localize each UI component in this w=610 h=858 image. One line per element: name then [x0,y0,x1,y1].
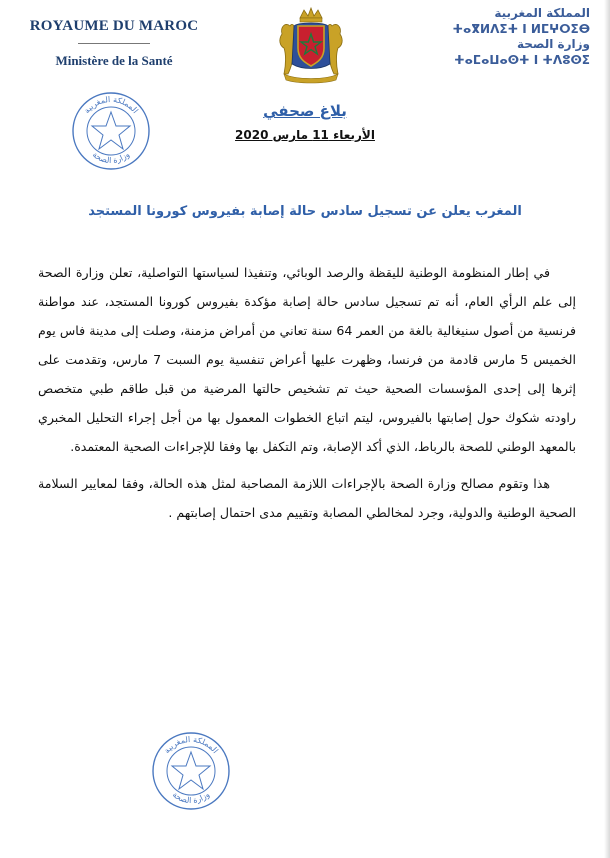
body-paragraph-2: هذا وتقوم مصالح وزارة الصحة بالإجراءات اللازمة المصاحبة لمثل هذه الحالة، وفقا لمعايير السلامة الصحية الوطنية والدولية، وجرد لمخالطي المصابة وتقييم مدى احتمال إصابتهم . [38,476,576,520]
header-divider [78,43,150,44]
tifinagh-kingdom-name: ⵜⴰⴳⵍⴷⵉⵜ ⵏ ⵍⵎⵖⵔⵉⴱ [452,22,590,36]
stamp-bottom-arc-text: وزارة الصحة [90,149,132,166]
body-paragraph-1: في إطار المنظومة الوطنية لليقظة والرصد الوبائي، وتنفيذا لسياستها التواصلية، تعلن وزارة الصحة إلى علم الرأي العام، أنه تم تسجيل سادس حالة إصابة مؤكدة بفيروس كورونا المستجد، عند مواطنة فرنسية من أصول سنيغالية بالغة من العمر 64 سنة تعاني من أمراض مزمنة، وصلت إلى مدينة فاس يوم الخميس 5 مارس قادمة من فرنسا، وظهرت عليها أعراض تنفسية يوم السبت 7 مارس، وتقدمت على إثرها إلى إحدى المؤسسات الصحية حيث تم تشخيص حالتها المرضية من قبل طاقم طبي متخصص راودته شكوك حول إصابتها بالفيروس، ليتم اتباع الخطوات المعمول بها من أجل إجراء التحليل المخبري بالمعهد الوطني للصحة بالرباط، الذي أكد الإصابة، وتم التكفل بها وفقا للإجراءات الصحية المعتمدة. [38,265,577,454]
moroccan-coat-of-arms-icon [274,4,348,84]
fr-ministry-name: Ministère de la Santé [55,53,173,68]
body-text [38,258,576,527]
ar-kingdom-name: المملكة المغربية [494,6,590,20]
communique-date: الأربعاء 11 مارس 2020 [235,128,375,142]
stamp2-bottom-arc-text: وزارة الصحة [170,789,212,806]
stamp2-top-arc-text: المملكة المغربية [162,734,220,756]
headline: المغرب يعلن عن تسجيل سادس حالة إصابة بفيروس كورونا المستجد [88,204,522,219]
communique-title: بلاغ صحفي [263,102,347,120]
fr-country-name: ROYAUME DU MAROC [29,18,199,34]
french-header [14,18,214,69]
stamp-top-arc-text: المملكة المغربية [82,94,140,116]
ministry-stamp-bottom-icon [150,730,232,812]
arabic-header [420,6,590,68]
ar-ministry-name: وزارة الصحة [516,37,590,52]
tifinagh-ministry-name: ⵜⴰⵎⴰⵡⴰⵙⵜ ⵏ ⵜⴷⵓⵙⵉ [454,53,590,68]
